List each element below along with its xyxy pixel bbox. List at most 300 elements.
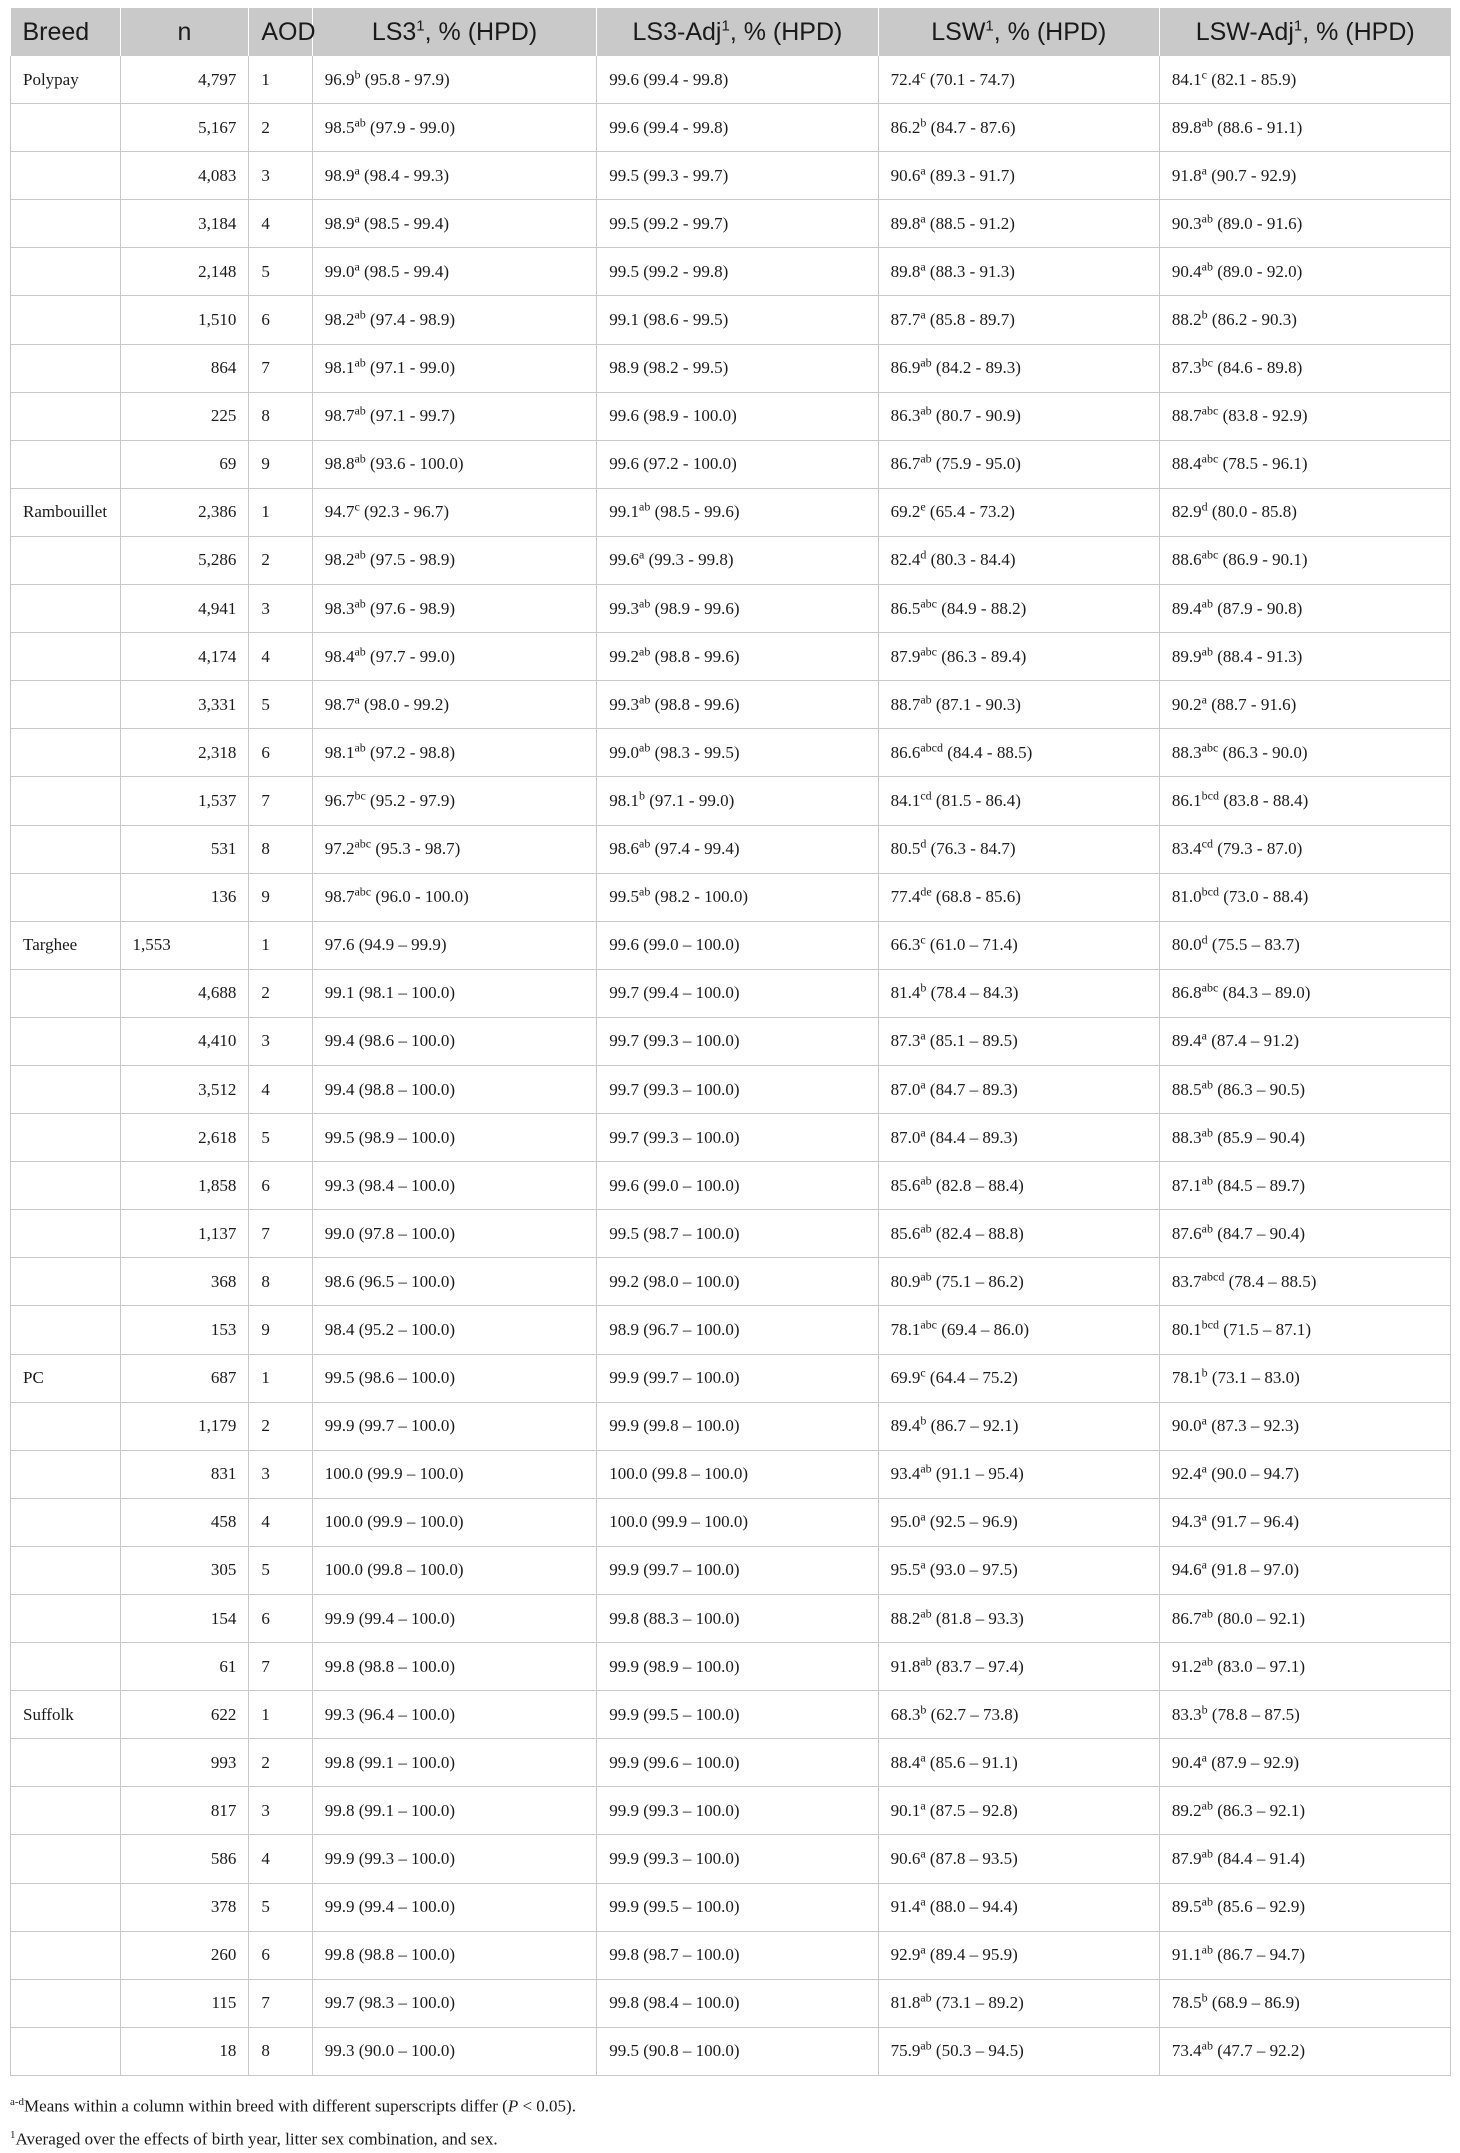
cell-ls3-adj bbox=[597, 1691, 878, 1739]
cell-value: 89.8 bbox=[890, 261, 921, 281]
cell-hpd: (99.3 - 99.8) bbox=[648, 550, 734, 570]
cell-aod: 5 bbox=[249, 248, 312, 296]
cell-breed bbox=[11, 440, 121, 488]
cell-hpd: (99.2 - 99.8) bbox=[643, 261, 729, 281]
cell-breed bbox=[11, 1210, 121, 1258]
cell-value: 99.4 bbox=[324, 1079, 355, 1099]
cell-value: 99.5 bbox=[324, 1368, 355, 1388]
cell-value: 94.6 bbox=[1171, 1560, 1202, 1580]
cell-hpd: (78.5 - 96.1) bbox=[1222, 454, 1308, 474]
table-row bbox=[11, 104, 1451, 152]
cell-hpd: (78.4 – 88.5) bbox=[1228, 1271, 1317, 1291]
cell-value: 99.7 bbox=[609, 1079, 640, 1099]
cell-n: 1,510 bbox=[120, 296, 249, 344]
cell-breed bbox=[11, 1402, 121, 1450]
cell-value: 91.8 bbox=[890, 1656, 921, 1676]
cell-n: 3,184 bbox=[120, 200, 249, 248]
cell-hpd: (84.4 - 88.5) bbox=[947, 742, 1033, 762]
cell-lsw bbox=[878, 1595, 1159, 1643]
cell-hpd: (99.3 - 99.7) bbox=[643, 165, 729, 185]
cell-lsw bbox=[878, 56, 1159, 104]
cell-ls3 bbox=[312, 1162, 597, 1210]
cell-hpd: (75.5 – 83.7) bbox=[1211, 935, 1300, 955]
cell-hpd: (82.4 – 88.8) bbox=[935, 1223, 1024, 1243]
cell-breed bbox=[11, 152, 121, 200]
cell-value: 99.4 bbox=[324, 1031, 355, 1051]
cell-breed bbox=[11, 1162, 121, 1210]
cell-superscript: ab bbox=[354, 740, 366, 755]
cell-hpd: (96.0 - 100.0) bbox=[375, 887, 469, 907]
cell-lsw bbox=[878, 536, 1159, 584]
cell-lsw bbox=[878, 1931, 1159, 1979]
cell-value: 69.2 bbox=[890, 502, 921, 522]
cell-ls3-adj bbox=[597, 1546, 878, 1594]
cell-breed bbox=[11, 1546, 121, 1594]
cell-breed bbox=[11, 969, 121, 1017]
cell-value: 96.9 bbox=[324, 69, 355, 89]
cell-hpd: (90.0 – 100.0) bbox=[358, 2041, 456, 2061]
cell-superscript: b bbox=[920, 980, 927, 995]
cell-hpd: (90.7 - 92.9) bbox=[1211, 165, 1297, 185]
cell-lsw bbox=[878, 248, 1159, 296]
cell-hpd: (99.4 - 99.8) bbox=[643, 69, 729, 89]
cell-value: 98.1 bbox=[324, 358, 355, 378]
cell-value: 87.7 bbox=[890, 310, 921, 330]
cell-ls3 bbox=[312, 1306, 597, 1354]
cell-lsw-adj bbox=[1159, 1595, 1450, 1643]
cell-superscript: bcd bbox=[1201, 788, 1219, 803]
cell-hpd: (70.1 - 74.7) bbox=[929, 69, 1015, 89]
cell-value: 99.2 bbox=[609, 1271, 640, 1291]
cell-value: 91.1 bbox=[1171, 1945, 1202, 1965]
cell-ls3 bbox=[312, 1065, 597, 1113]
table-row bbox=[11, 1306, 1451, 1354]
cell-ls3 bbox=[312, 969, 597, 1017]
cell-lsw bbox=[878, 1691, 1159, 1739]
cell-n: 687 bbox=[120, 1354, 249, 1402]
cell-superscript: a bbox=[920, 1846, 926, 1861]
cell-aod: 4 bbox=[249, 1498, 312, 1546]
cell-ls3 bbox=[312, 200, 597, 248]
header-aod: AOD bbox=[249, 8, 312, 56]
cell-value: 98.4 bbox=[324, 1319, 355, 1339]
cell-hpd: (50.3 – 94.5) bbox=[935, 2041, 1024, 2061]
cell-aod: 7 bbox=[249, 1210, 312, 1258]
cell-aod: 2 bbox=[249, 969, 312, 1017]
cell-value: 86.3 bbox=[890, 406, 921, 426]
cell-lsw bbox=[878, 200, 1159, 248]
cell-superscript: ab bbox=[920, 1605, 932, 1620]
cell-n: 115 bbox=[120, 1979, 249, 2027]
cell-value: 98.1 bbox=[324, 742, 355, 762]
cell-n: 586 bbox=[120, 1835, 249, 1883]
cell-hpd: (97.4 - 98.9) bbox=[370, 310, 456, 330]
cell-value: 91.8 bbox=[1171, 165, 1202, 185]
cell-lsw-adj bbox=[1159, 56, 1450, 104]
cell-hpd: (99.7 – 100.0) bbox=[643, 1560, 740, 1580]
cell-superscript: a bbox=[920, 1798, 926, 1813]
cell-value: 99.5 bbox=[609, 2041, 640, 2061]
cell-superscript: a bbox=[1201, 1461, 1207, 1476]
cell-value: 72.4 bbox=[890, 69, 921, 89]
cell-ls3 bbox=[312, 1883, 597, 1931]
cell-lsw-adj bbox=[1159, 440, 1450, 488]
cell-value: 98.1 bbox=[609, 790, 640, 810]
cell-n: 225 bbox=[120, 392, 249, 440]
cell-superscript: ab bbox=[354, 595, 366, 610]
cell-value: 99.8 bbox=[609, 1945, 640, 1965]
cell-ls3 bbox=[312, 1546, 597, 1594]
table-row bbox=[11, 1114, 1451, 1162]
cell-value: 90.2 bbox=[1171, 694, 1202, 714]
cell-hpd: (75.9 - 95.0) bbox=[935, 454, 1021, 474]
cell-superscript: ab bbox=[1201, 595, 1213, 610]
cell-superscript: c bbox=[1201, 66, 1207, 81]
cell-value: 94.3 bbox=[1171, 1512, 1202, 1532]
cell-superscript: abc bbox=[920, 1317, 937, 1332]
cell-hpd: (81.8 – 93.3) bbox=[935, 1608, 1024, 1628]
cell-ls3-adj bbox=[597, 440, 878, 488]
cell-hpd: (97.2 - 100.0) bbox=[643, 454, 737, 474]
cell-superscript: a bbox=[1201, 1413, 1207, 1428]
cell-ls3 bbox=[312, 825, 597, 873]
cell-value: 99.3 bbox=[324, 1175, 355, 1195]
cell-ls3-adj bbox=[597, 1065, 878, 1113]
cell-superscript: a bbox=[1201, 1509, 1207, 1524]
cell-lsw bbox=[878, 104, 1159, 152]
cell-value: 80.9 bbox=[890, 1271, 921, 1291]
cell-ls3-adj bbox=[597, 1258, 878, 1306]
cell-ls3-adj bbox=[597, 1498, 878, 1546]
cell-ls3-adj bbox=[597, 777, 878, 825]
cell-hpd: (84.3 – 89.0) bbox=[1222, 983, 1311, 1003]
cell-lsw-adj bbox=[1159, 1306, 1450, 1354]
cell-hpd: (91.7 – 96.4) bbox=[1211, 1512, 1300, 1532]
cell-hpd: (88.3 – 100.0) bbox=[643, 1608, 740, 1628]
cell-lsw-adj bbox=[1159, 633, 1450, 681]
table-row bbox=[11, 1883, 1451, 1931]
cell-lsw-adj bbox=[1159, 488, 1450, 536]
cell-value: 87.9 bbox=[1171, 1849, 1202, 1869]
cell-value: 85.6 bbox=[890, 1223, 921, 1243]
cell-ls3-adj bbox=[597, 248, 878, 296]
cell-superscript: ab bbox=[920, 1653, 932, 1668]
table-row bbox=[11, 729, 1451, 777]
cell-value: 82.4 bbox=[890, 550, 921, 570]
cell-lsw-adj bbox=[1159, 1450, 1450, 1498]
cell-value: 86.8 bbox=[1171, 983, 1202, 1003]
cell-n: 817 bbox=[120, 1787, 249, 1835]
cell-value: 98.7 bbox=[324, 406, 355, 426]
cell-value: 88.4 bbox=[1171, 454, 1202, 474]
cell-n: 5,167 bbox=[120, 104, 249, 152]
cell-aod: 6 bbox=[249, 1595, 312, 1643]
table-row bbox=[11, 1979, 1451, 2027]
cell-ls3 bbox=[312, 1114, 597, 1162]
header-breed: Breed bbox=[11, 8, 121, 56]
cell-value: 88.2 bbox=[1171, 310, 1202, 330]
cell-hpd: (88.3 - 91.3) bbox=[929, 261, 1015, 281]
cell-hpd: (99.7 – 100.0) bbox=[358, 1416, 456, 1436]
cell-n: 4,174 bbox=[120, 633, 249, 681]
cell-lsw-adj bbox=[1159, 1643, 1450, 1691]
cell-n: 531 bbox=[120, 825, 249, 873]
cell-hpd: (84.2 - 89.3) bbox=[935, 358, 1021, 378]
cell-breed: Targhee bbox=[11, 921, 121, 969]
cell-lsw-adj bbox=[1159, 1402, 1450, 1450]
cell-value: 92.9 bbox=[890, 1945, 921, 1965]
cell-lsw-adj bbox=[1159, 1931, 1450, 1979]
cell-value: 99.0 bbox=[324, 1223, 355, 1243]
cell-aod: 2 bbox=[249, 104, 312, 152]
cell-value: 99.8 bbox=[324, 1945, 355, 1965]
cell-hpd: (94.9 – 99.9) bbox=[358, 935, 447, 955]
cell-hpd: (85.8 - 89.7) bbox=[929, 310, 1015, 330]
cell-lsw bbox=[878, 1162, 1159, 1210]
cell-breed bbox=[11, 729, 121, 777]
cell-hpd: (96.4 – 100.0) bbox=[358, 1704, 456, 1724]
cell-n: 458 bbox=[120, 1498, 249, 1546]
table-row bbox=[11, 1835, 1451, 1883]
cell-hpd: (83.0 – 97.1) bbox=[1217, 1656, 1306, 1676]
cell-value: 99.0 bbox=[324, 261, 355, 281]
cell-value: 99.7 bbox=[609, 1127, 640, 1147]
cell-value: 99.5 bbox=[609, 1223, 640, 1243]
cell-hpd: (99.4 - 99.8) bbox=[643, 117, 729, 137]
cell-superscript: b bbox=[1201, 1990, 1208, 2005]
cell-superscript: a bbox=[354, 692, 360, 707]
cell-value: 78.1 bbox=[1171, 1368, 1202, 1388]
cell-lsw bbox=[878, 1017, 1159, 1065]
cell-value: 66.3 bbox=[890, 935, 921, 955]
cell-value: 93.4 bbox=[890, 1464, 921, 1484]
cell-breed bbox=[11, 777, 121, 825]
cell-hpd: (98.0 - 99.2) bbox=[364, 694, 450, 714]
cell-n: 3,331 bbox=[120, 681, 249, 729]
cell-hpd: (96.7 – 100.0) bbox=[643, 1319, 740, 1339]
cell-breed bbox=[11, 536, 121, 584]
table-row bbox=[11, 1691, 1451, 1739]
cell-lsw bbox=[878, 1402, 1159, 1450]
cell-breed bbox=[11, 1450, 121, 1498]
cell-n: 378 bbox=[120, 1883, 249, 1931]
cell-superscript: a bbox=[920, 259, 926, 274]
header-row bbox=[11, 8, 1451, 56]
cell-hpd: (97.2 - 98.8) bbox=[370, 742, 456, 762]
cell-superscript: abc bbox=[1201, 403, 1219, 418]
table-row bbox=[11, 344, 1451, 392]
cell-value: 100.0 bbox=[324, 1464, 363, 1484]
cell-lsw bbox=[878, 1739, 1159, 1787]
cell-superscript: a bbox=[1201, 1028, 1207, 1043]
cell-hpd: (86.3 - 90.0) bbox=[1222, 742, 1308, 762]
cell-value: 99.9 bbox=[609, 1656, 640, 1676]
footnote-significance: $^{a-d}$Means within a column within breed with different superscripts differ (P < 0.05). bbox=[10, 2096, 576, 2116]
cell-lsw-adj bbox=[1159, 825, 1450, 873]
cell-lsw bbox=[878, 1258, 1159, 1306]
cell-ls3-adj bbox=[597, 1306, 878, 1354]
cell-n: 2,148 bbox=[120, 248, 249, 296]
cell-superscript: ab bbox=[1201, 1653, 1213, 1668]
cell-hpd: (99.9 – 100.0) bbox=[367, 1464, 464, 1484]
cell-hpd: (84.7 – 89.3) bbox=[929, 1079, 1018, 1099]
cell-superscript: a bbox=[920, 1750, 926, 1765]
cell-value: 94.7 bbox=[324, 502, 355, 522]
cell-value: 75.9 bbox=[890, 2041, 921, 2061]
cell-ls3-adj bbox=[597, 1114, 878, 1162]
cell-ls3-adj bbox=[597, 729, 878, 777]
cell-hpd: (98.5 - 99.4) bbox=[364, 261, 450, 281]
cell-value: 91.4 bbox=[890, 1897, 921, 1917]
cell-superscript: ab bbox=[920, 1173, 932, 1188]
cell-lsw bbox=[878, 488, 1159, 536]
cell-ls3 bbox=[312, 2027, 597, 2075]
cell-superscript: a bbox=[920, 1557, 926, 1572]
cell-hpd: (61.0 – 71.4) bbox=[929, 935, 1018, 955]
cell-value: 100.0 bbox=[324, 1560, 363, 1580]
cell-hpd: (89.3 - 91.7) bbox=[929, 165, 1015, 185]
cell-value: 99.6 bbox=[609, 550, 640, 570]
cell-lsw-adj bbox=[1159, 1883, 1450, 1931]
cell-superscript: d bbox=[1201, 499, 1208, 514]
cell-n: 4,083 bbox=[120, 152, 249, 200]
cell-n: 622 bbox=[120, 1691, 249, 1739]
cell-aod: 5 bbox=[249, 1114, 312, 1162]
table-row bbox=[11, 152, 1451, 200]
cell-ls3-adj bbox=[597, 2027, 878, 2075]
cell-ls3-adj bbox=[597, 200, 878, 248]
cell-ls3 bbox=[312, 1354, 597, 1402]
header-ls3-adj: LS3-Adj$^1$, % (HPD) bbox=[597, 8, 878, 56]
cell-aod: 4 bbox=[249, 200, 312, 248]
cell-value: 69.9 bbox=[890, 1368, 921, 1388]
cell-breed: Polypay bbox=[11, 56, 121, 104]
cell-hpd: (98.9 – 100.0) bbox=[358, 1127, 456, 1147]
cell-lsw-adj bbox=[1159, 296, 1450, 344]
cell-value: 98.2 bbox=[324, 310, 355, 330]
cell-value: 81.4 bbox=[890, 983, 921, 1003]
cell-value: 99.6 bbox=[609, 69, 640, 89]
cell-hpd: (90.0 – 94.7) bbox=[1211, 1464, 1300, 1484]
cell-superscript: a bbox=[639, 547, 645, 562]
cell-hpd: (71.5 – 87.1) bbox=[1223, 1319, 1312, 1339]
cell-breed bbox=[11, 1306, 121, 1354]
cell-value: 98.6 bbox=[324, 1271, 355, 1291]
table-row bbox=[11, 1402, 1451, 1450]
cell-ls3-adj bbox=[597, 1835, 878, 1883]
cell-hpd: (87.3 – 92.3) bbox=[1211, 1416, 1300, 1436]
cell-superscript: abc bbox=[1201, 980, 1219, 995]
cell-hpd: (95.2 – 100.0) bbox=[358, 1319, 456, 1339]
cell-superscript: ab bbox=[920, 1221, 932, 1236]
cell-value: 100.0 bbox=[324, 1512, 363, 1532]
cell-aod: 6 bbox=[249, 296, 312, 344]
cell-n: 61 bbox=[120, 1643, 249, 1691]
cell-value: 99.9 bbox=[609, 1849, 640, 1869]
cell-lsw bbox=[878, 729, 1159, 777]
cell-breed bbox=[11, 1498, 121, 1546]
cell-superscript: b bbox=[1201, 307, 1208, 322]
cell-hpd: (68.8 - 85.6) bbox=[935, 887, 1021, 907]
cell-aod: 1 bbox=[249, 1354, 312, 1402]
cell-hpd: (98.6 – 100.0) bbox=[358, 1368, 456, 1388]
cell-breed bbox=[11, 200, 121, 248]
cell-aod: 8 bbox=[249, 1258, 312, 1306]
cell-value: 68.3 bbox=[890, 1704, 921, 1724]
cell-value: 83.3 bbox=[1171, 1704, 1202, 1724]
cell-superscript: bc bbox=[354, 788, 366, 803]
cell-superscript: ab bbox=[1201, 259, 1213, 274]
cell-superscript: b bbox=[639, 788, 646, 803]
cell-aod: 4 bbox=[249, 1835, 312, 1883]
cell-lsw bbox=[878, 777, 1159, 825]
cell-hpd: (99.1 – 100.0) bbox=[358, 1752, 456, 1772]
cell-hpd: (62.7 – 73.8) bbox=[930, 1704, 1019, 1724]
cell-hpd: (79.3 - 87.0) bbox=[1217, 839, 1303, 859]
cell-lsw-adj bbox=[1159, 1162, 1450, 1210]
cell-superscript: a bbox=[354, 211, 360, 226]
table-row bbox=[11, 56, 1451, 104]
cell-breed bbox=[11, 1739, 121, 1787]
cell-value: 80.5 bbox=[890, 839, 921, 859]
cell-value: 86.2 bbox=[890, 117, 921, 137]
cell-breed bbox=[11, 1835, 121, 1883]
cell-n: 3,512 bbox=[120, 1065, 249, 1113]
cell-aod: 5 bbox=[249, 681, 312, 729]
cell-n: 136 bbox=[120, 873, 249, 921]
cell-lsw-adj bbox=[1159, 1065, 1450, 1113]
cell-lsw-adj bbox=[1159, 344, 1450, 392]
cell-superscript: ab bbox=[639, 644, 651, 659]
cell-superscript: abc bbox=[920, 595, 937, 610]
cell-hpd: (86.3 - 89.4) bbox=[941, 646, 1027, 666]
cell-superscript: ab bbox=[354, 644, 366, 659]
cell-value: 99.5 bbox=[609, 213, 640, 233]
cell-value: 100.0 bbox=[609, 1512, 648, 1532]
cell-hpd: (98.3 - 99.5) bbox=[654, 742, 740, 762]
cell-ls3-adj bbox=[597, 921, 878, 969]
cell-lsw-adj bbox=[1159, 152, 1450, 200]
cell-ls3-adj bbox=[597, 1162, 878, 1210]
cell-hpd: (84.7 – 90.4) bbox=[1217, 1223, 1306, 1243]
cell-lsw bbox=[878, 921, 1159, 969]
cell-breed: Suffolk bbox=[11, 1691, 121, 1739]
cell-lsw bbox=[878, 1883, 1159, 1931]
cell-hpd: (84.5 – 89.7) bbox=[1217, 1175, 1306, 1195]
cell-ls3 bbox=[312, 1643, 597, 1691]
cell-lsw bbox=[878, 1354, 1159, 1402]
cell-hpd: (73.1 – 89.2) bbox=[935, 1993, 1024, 2013]
cell-ls3 bbox=[312, 1402, 597, 1450]
cell-hpd: (89.4 – 95.9) bbox=[929, 1945, 1018, 1965]
cell-value: 87.0 bbox=[890, 1079, 921, 1099]
cell-superscript: cd bbox=[920, 788, 932, 803]
cell-hpd: (47.7 – 92.2) bbox=[1217, 2041, 1306, 2061]
cell-value: 82.9 bbox=[1171, 502, 1202, 522]
cell-hpd: (98.9 – 100.0) bbox=[643, 1656, 740, 1676]
cell-hpd: (99.3 – 100.0) bbox=[643, 1079, 740, 1099]
cell-lsw-adj bbox=[1159, 1210, 1450, 1258]
cell-ls3 bbox=[312, 1979, 597, 2027]
cell-value: 98.6 bbox=[609, 839, 640, 859]
table-row bbox=[11, 488, 1451, 536]
cell-superscript: ab bbox=[920, 403, 932, 418]
cell-aod: 7 bbox=[249, 344, 312, 392]
cell-n: 831 bbox=[120, 1450, 249, 1498]
cell-hpd: (99.3 – 100.0) bbox=[643, 1849, 740, 1869]
cell-superscript: ab bbox=[354, 114, 366, 129]
cell-lsw bbox=[878, 1306, 1159, 1354]
